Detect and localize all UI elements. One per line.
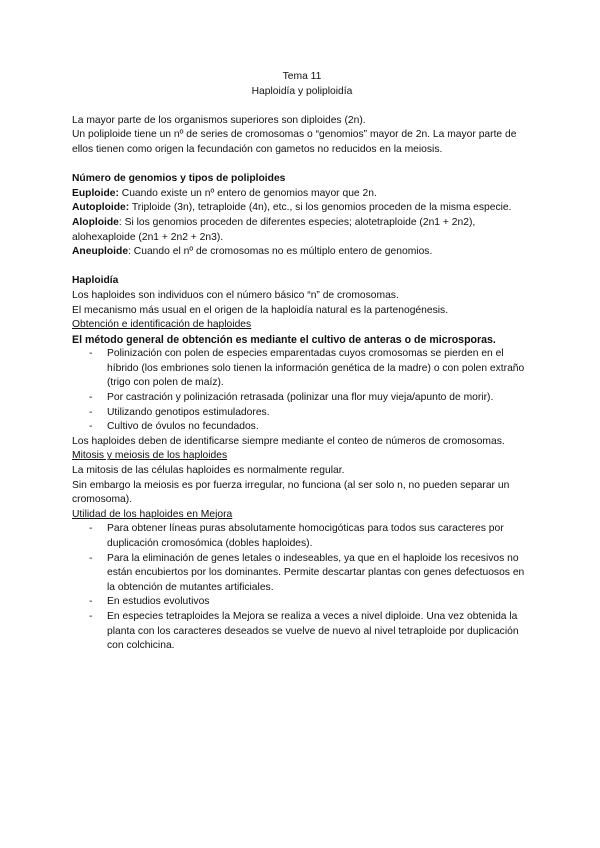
mitosis-paragraph-1: La mitosis de las células haploides es normalmente regular. [72, 465, 345, 477]
euploide-text: Cuando existe un nº entero de genomios mayor que 2n. [118, 187, 377, 199]
autoploide-text: Triploide (3n), tetraploide (4n), etc., si los genomios proceden de la misma especie. [129, 202, 512, 214]
utilidad-heading: Utilidad de los haploides en Mejora [72, 508, 233, 520]
metodo-general: El método general de obtención es mediante el cultivo de anteras o de microsporas. [72, 333, 496, 346]
list-item: - Polinización con polen de especies emparentadas cuyos cromosomas se pierden en el híbrido (los embriones solo tienen la información genética de la madre) o con polen extraño (trigo con polen de maíz). [107, 347, 532, 391]
obtencion-list [72, 347, 532, 435]
list-item: - Cultivo de óvulos no fecundados. [107, 420, 532, 435]
document-subtitle: Haploidía y poliploidía [251, 85, 353, 97]
identificar-paragraph: Los haploides deben de identificarse siempre mediante el conteo de números de cromosomas. [72, 435, 505, 447]
document-title: Tema 11 [282, 71, 322, 82]
list-item: - Por castración y polinización retrasada (polinizar una flor muy vieja/apunto de morir). [107, 391, 532, 406]
haploidia-paragraph-2: El mecanismo más usual en el origen de la haploidía natural es la partenogénesis. [72, 304, 449, 316]
mitosis-heading: Mitosis y meiosis de los haploides [72, 450, 228, 462]
aneuploide-definition [72, 245, 532, 260]
mitosis-paragraph-2: Sin embargo la meiosis es por fuerza irregular, no funciona (al ser solo n, no pueden separar un cromosoma). [72, 479, 510, 506]
haploidia-heading: Haploidía [72, 275, 119, 287]
haploidia-paragraph-1: Los haploides son individuos con el número básico “n” de cromosomas. [72, 289, 399, 301]
autoploide-term: Autoploide: [72, 202, 130, 214]
list-item: - Para obtener líneas puras absolutamente homocigóticas para todos sus caracteres por duplicación cromosómica (dobles haploides). [107, 522, 532, 551]
document-page [72, 70, 532, 654]
list-item: - Utilizando genotipos estimuladores. [107, 406, 532, 421]
aloploide-definition [72, 216, 532, 245]
list-item: - En estudios evolutivos [107, 595, 532, 610]
euploide-term: Euploide: [72, 187, 119, 199]
aneuploide-term: Aneuploide [72, 246, 129, 258]
aneuploide-text: : Cuando el nº de cromosomas no es múltiplo entero de genomios. [128, 246, 433, 258]
aloploide-term: Aloploide [72, 216, 119, 228]
autoploide-definition [72, 201, 532, 216]
genomios-heading: Número de genomios y tipos de poliploides [72, 173, 286, 185]
list-item: - En especies tetraploides la Mejora se realiza a veces a nivel diploide. Una vez obtenida la planta con los caracteres deseados se vuelve de nuevo al nivel tetraploide por duplicación con colchicina. [107, 610, 532, 654]
intro-paragraph-2: Un poliploide tiene un nº de series de cromosomas o “genomios” mayor de 2n. La mayor parte de ellos tienen como origen la fecundación con gametos no reducidos en la meiosis. [72, 129, 517, 155]
euploide-definition [72, 187, 532, 202]
utilidad-list [72, 522, 532, 653]
obtencion-heading: Obtención e identificación de haploides [72, 319, 252, 331]
aloploide-text: : Si los genomios proceden de diferentes especies; alotetraploide (2n1 + 2n2), alohexaploide (2n1 + 2n2 + 2n3). [72, 216, 476, 243]
list-item: - Para la eliminación de genes letales o indeseables, ya que en el haploide los recesivos no están encubiertos por los dominantes. Permite descartar plantas con genes defectuosos en la obtención de mutantes artificiales. [107, 552, 532, 596]
intro-paragraph-1: La mayor parte de los organismos superiores son diploides (2n). [72, 114, 366, 126]
